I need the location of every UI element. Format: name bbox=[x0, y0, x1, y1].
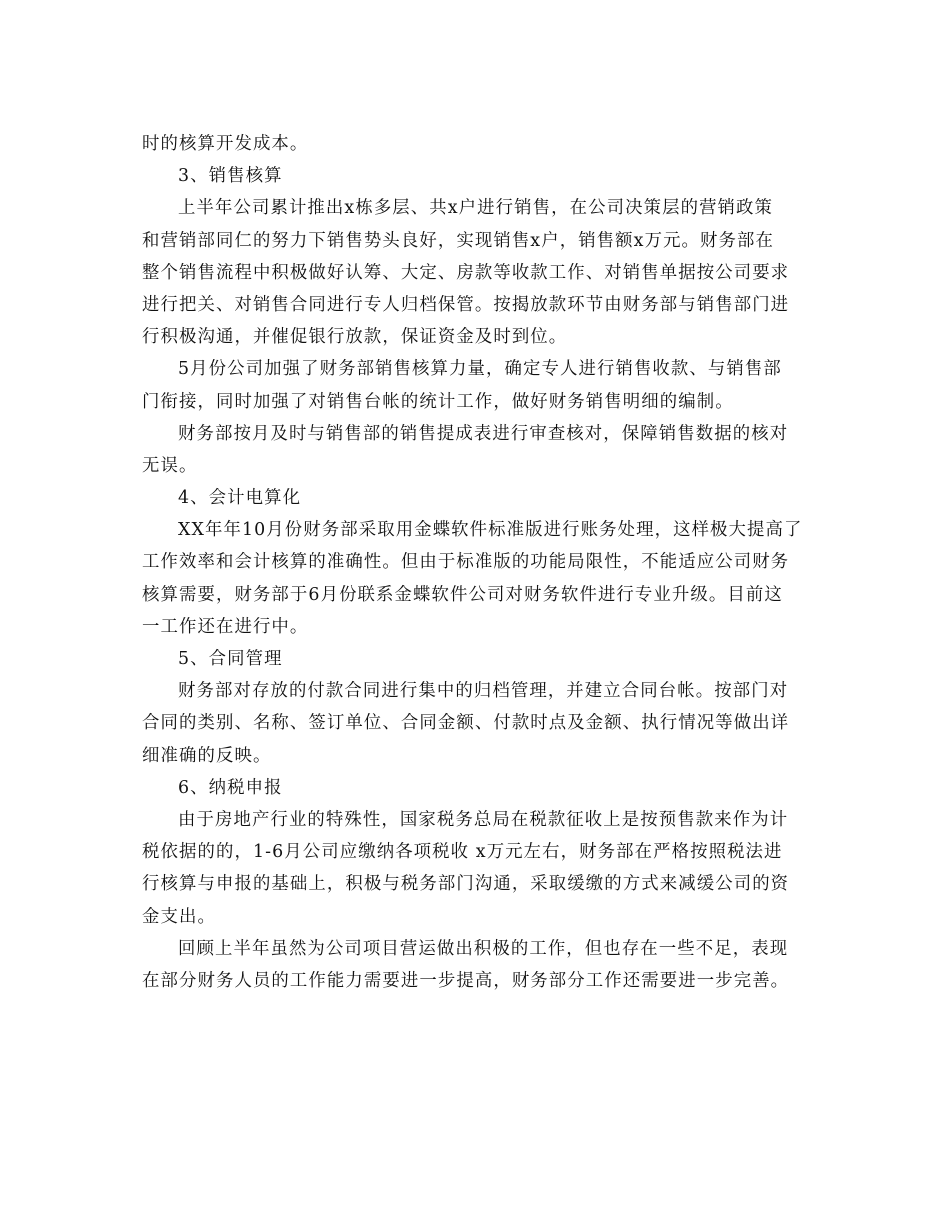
text-line: 细准确的反映。 bbox=[142, 745, 272, 766]
text-line: 核算需要，财务部于6月份联系金蝶软件公司对财务软件进行专业升级。目前这 bbox=[142, 584, 783, 605]
text-line: 在部分财务人员的工作能力需要进一步提高，财务部分工作还需要进一步完善。 bbox=[142, 970, 790, 991]
text-line: 行核算与申报的基础上，积极与税务部门沟通，采取缓缴的方式来减缓公司的资 bbox=[142, 874, 790, 895]
text-line: 和营销部同仁的努力下销售势头良好，实现销售x户，销售额x万元。财务部在 bbox=[142, 230, 775, 251]
section-heading-computerized-accounting: 4、会计电算化 bbox=[178, 488, 302, 509]
text-line: 税依据的的，1-6月公司应缴纳各项税收 x万元左右，财务部在严格按照税法进 bbox=[142, 842, 783, 863]
text-line: 上半年公司累计推出x栋多层、共x户进行销售，在公司决策层的营销政策 bbox=[178, 198, 774, 219]
text-line: 无误。 bbox=[142, 455, 198, 476]
text-line: 金支出。 bbox=[142, 906, 216, 927]
text-line: XX年年10月份财务部采取用金蝶软件标准版进行账务处理，这样极大提高了 bbox=[178, 520, 803, 541]
section-heading-sales-accounting: 3、销售核算 bbox=[178, 166, 283, 187]
document-body bbox=[142, 128, 802, 997]
text-line: 行积极沟通，并催促银行放款，保证资金及时到位。 bbox=[142, 327, 568, 348]
section-heading-tax-filing: 6、纳税申报 bbox=[178, 777, 283, 798]
text-line: 进行把关、对销售合同进行专人归档保管。按揭放款环节由财务部与销售部门进 bbox=[142, 294, 790, 315]
text-line: 一工作还在进行中。 bbox=[142, 616, 309, 637]
text-line: 财务部对存放的付款合同进行集中的归档管理，并建立合同台帐。按部门对 bbox=[178, 681, 789, 702]
text-line: 财务部按月及时与销售部的销售提成表进行审查核对，保障销售数据的核对 bbox=[178, 423, 789, 444]
text-line: 工作效率和会计核算的准确性。但由于标准版的功能局限性，不能适应公司财务 bbox=[142, 552, 790, 573]
text-line: 时的核算开发成本。 bbox=[142, 134, 309, 154]
text-line: 合同的类别、名称、签订单位、合同金额、付款时点及金额、执行情况等做出详 bbox=[142, 713, 790, 734]
section-heading-contract-management: 5、合同管理 bbox=[178, 649, 283, 669]
text-line: 由于房地产行业的特殊性，国家税务总局在税款征收上是按预售款来作为计 bbox=[178, 809, 789, 830]
text-line: 门衔接，同时加强了对销售台帐的统计工作，做好财务销售明细的编制。 bbox=[142, 391, 734, 412]
text-line: 整个销售流程中积极做好认筹、大定、房款等收款工作、对销售单据按公司要求 bbox=[142, 262, 790, 283]
text-line: 回顾上半年虽然为公司项目营运做出积极的工作，但也存在一些不足，表现 bbox=[178, 938, 789, 959]
text-line: 5月份公司加强了财务部销售核算力量，确定专人进行销售收款、与销售部 bbox=[178, 359, 782, 380]
